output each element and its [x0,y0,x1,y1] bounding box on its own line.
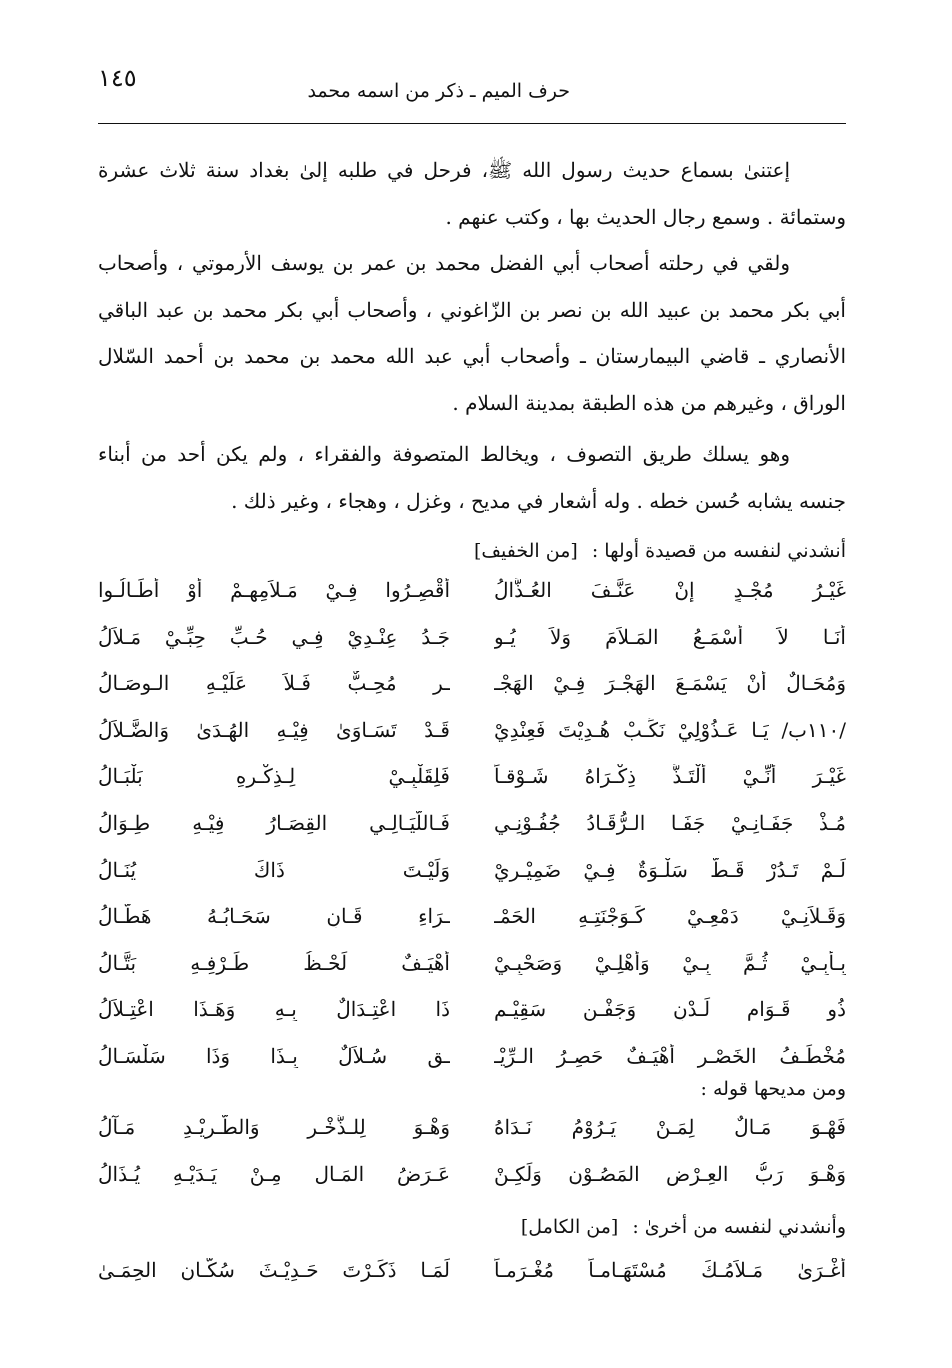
second-hemistich: أهْيَـفٌ لَحْـظُ طَـرْفِـهِ بَتَّـالُ [98,950,450,975]
paragraph-1-text: إعتنىٰ بسماع حديث رسول الله ﷺ، فرحل في طلبه إلىٰ بغداد سنة ثلاث عشرة وستمائة . وسمع رجال الحديث بها ، وكتب عنهم . [98,158,846,229]
verse-line [98,1162,846,1209]
paragraph-3 [98,431,846,524]
second-hemistich: ذَا اعْتِـدَالٌ بِـهِ وَهَـذَا اعْتِـلاَلُ [98,997,450,1022]
verse-line [98,1258,846,1305]
first-hemistich: وَهْـوَ رَبُّ العِـرْضِ المَصُـوْنِ وَلَكِـنْ [494,1161,846,1186]
paragraph-3-text: وهو يسلك طريق التصوف ، ويخالط المتصوفة والفقراء ، ولم يكن أحد من أبناء جنسه يشابه حُسن خطه . وله أشعار في مديح ، وغزل ، وهجاء ، وغير ذلك . [98,442,846,513]
first-hemistich: غَيْـرُ مُجْـدٍ إنْ عَنَّـفَ العُـذَّالُ [494,578,846,602]
second-hemistich: قَـدْ تَسَـاوَىٰ فِيْـهِ الهُـدَىٰ وَالضَّـلاَلُ [98,717,450,742]
first-hemistich: لَـمْ تَـدُرْ قَـطُّ سَلْـوَةٌ فِـيْ ضَمِيْـرِيْ [494,857,846,882]
poem-3-intro-text: وأنشدني لنفسه من أخرىٰ : [632,1216,846,1238]
paragraph-2-text: ولقي في رحلته أصحاب أبي الفضل محمد بن عمر بن يوسف الأرموتي ، وأصحاب أبي بكر محمد بن عبيد الله بن نصر بن الزّاغوني ، وأصحاب أبي بكر محمد بن عبد الباقي الأنصاري ـ قاضي البيمارستان ـ وأصحاب أبي عبد الله محمد بن محمد بن أحمد السّلال الوراق ، وغيرهم من هذه الطبقة بمدينة السلام . [98,251,846,415]
verse-line [98,951,846,998]
paragraph-2 [98,240,846,426]
first-hemistich: أغْـرَىٰ مَـلاَمُـكَ مُسْتَهَـامـاً مُغْـرَمـاً [494,1258,846,1282]
paragraph-1 [98,147,846,240]
verse-line [98,764,846,811]
first-hemistich: وَقَـلاَنِـيْ دَمْعِـيْ كَـوَجْنَتِـهِ الحَمْـ [494,904,846,929]
second-hemistich: أقْصِـرُوا فِـيْ مَـلاَمِهِـمْ أوْ أطَـالُـوا [98,578,450,602]
second-hemistich: ـقِ سُـلاَلٌ بِـذَا وَذَا سَلْسَـالُ [98,1043,450,1068]
second-hemistich: ـرَاءِ قَـانٍ سَحَـابُـهُ هَطَّـالُ [98,904,450,929]
second-hemistich: وَلَيْـتَ ذَاكَ يُنَـالُ [98,857,450,882]
second-hemistich: فَلِقَلْبِـيْ لِـذِكْـرِهِ بَلْبَـالُ [98,764,450,789]
poem-1 [98,578,846,1091]
second-hemistich: عَـرَضُ المَـالِ مِـنْ يَـدَيْـهِ يُـذَالُ [98,1161,450,1186]
verse-line [98,671,846,718]
page-number: ١٤٥ [98,64,137,92]
verse-line [98,811,846,858]
second-hemistich: جَـدُ عِنْـدِيْ فِـي حُـبِّ حِبِّـيْ مَـلاَلُ [98,624,450,649]
verse-line [98,718,846,765]
first-hemistich: /١١٠ب/ يَـا عَـذُوْلِيْ نَكِّـبْ هُـدِيْتَ فَعِنْدِيْ [494,717,846,742]
running-title: حرف الميم ـ ذكر من اسمه محمد [307,80,570,102]
first-hemistich: أنَـا لاَ أسْمَـعُ المَـلاَمَ وَلاَ يُـو [494,624,846,649]
second-hemistich: وَهْـوَ لِلـذُّخْـرِ وَالطَّـرِيْـدِ مَـآلُ [98,1115,450,1139]
second-hemistich: ـرِ مُحِـبٌّ فَـلاَ عَلَيْـهِ الـوِصَـالُ [98,671,450,696]
first-hemistich: بِـأبِـيْ ثُـمَّ بِـيْ وَأهْلِـيْ وَصَحْبِـيْ [494,950,846,975]
first-hemistich: غَيْـرَ أنِّـيْ ألْتَـذُّ ذِكْـرَاهُ شَـوْقـاً [494,764,846,789]
first-hemistich: مُخْطَـفُ الخَصْـرِ أهْيَـفٌ حَصِـرُ الـرِّيْـ [494,1043,846,1068]
poem-1-meter: [من الخفيف] [473,540,578,562]
second-hemistich: لَمَـا ذَكَـرْتَ حَـدِيْـثَ سُكَّـانِ الحِمَـىٰ [98,1258,450,1282]
verse-line [98,997,846,1044]
verse-line [98,904,846,951]
poem-2 [98,1115,846,1208]
poem-2-intro: ومن مديحها قوله : [700,1078,846,1100]
poem-3-intro [521,1216,846,1238]
poem-1-intro-text: أنشدني لنفسه من قصيدة أولها : [591,540,846,562]
second-hemistich: فَـاللَّيَـالِـي القِصَـارُ فِيْـهِ طِـوَالُ [98,810,450,835]
first-hemistich: ذُو قَـوَامٍ لَـدْنٍ وَجَفْـنٍ سَقِيْـمٍ [494,997,846,1022]
verse-line [98,858,846,905]
verse-line [98,578,846,625]
first-hemistich: وَمُحَـالٌ أنْ يَسْمَـعَ الهَجْـرَ فِـيْ الهَجْـ [494,671,846,696]
header-rule [98,123,846,124]
verse-line [98,1115,846,1162]
poem-3-meter: [من الكامل] [520,1216,619,1238]
poem-3 [98,1258,846,1305]
first-hemistich: مُـذْ جَفَـانِـيْ جَفَـا الـرُّقَـادُ جُفُـوْنِـي [494,810,846,835]
first-hemistich: فَهْـوَ مَـالٌ لِمَـنْ يَـرُوْمُ نَـدَاهُ [494,1115,846,1139]
poem-1-intro [474,540,846,562]
verse-line [98,625,846,672]
